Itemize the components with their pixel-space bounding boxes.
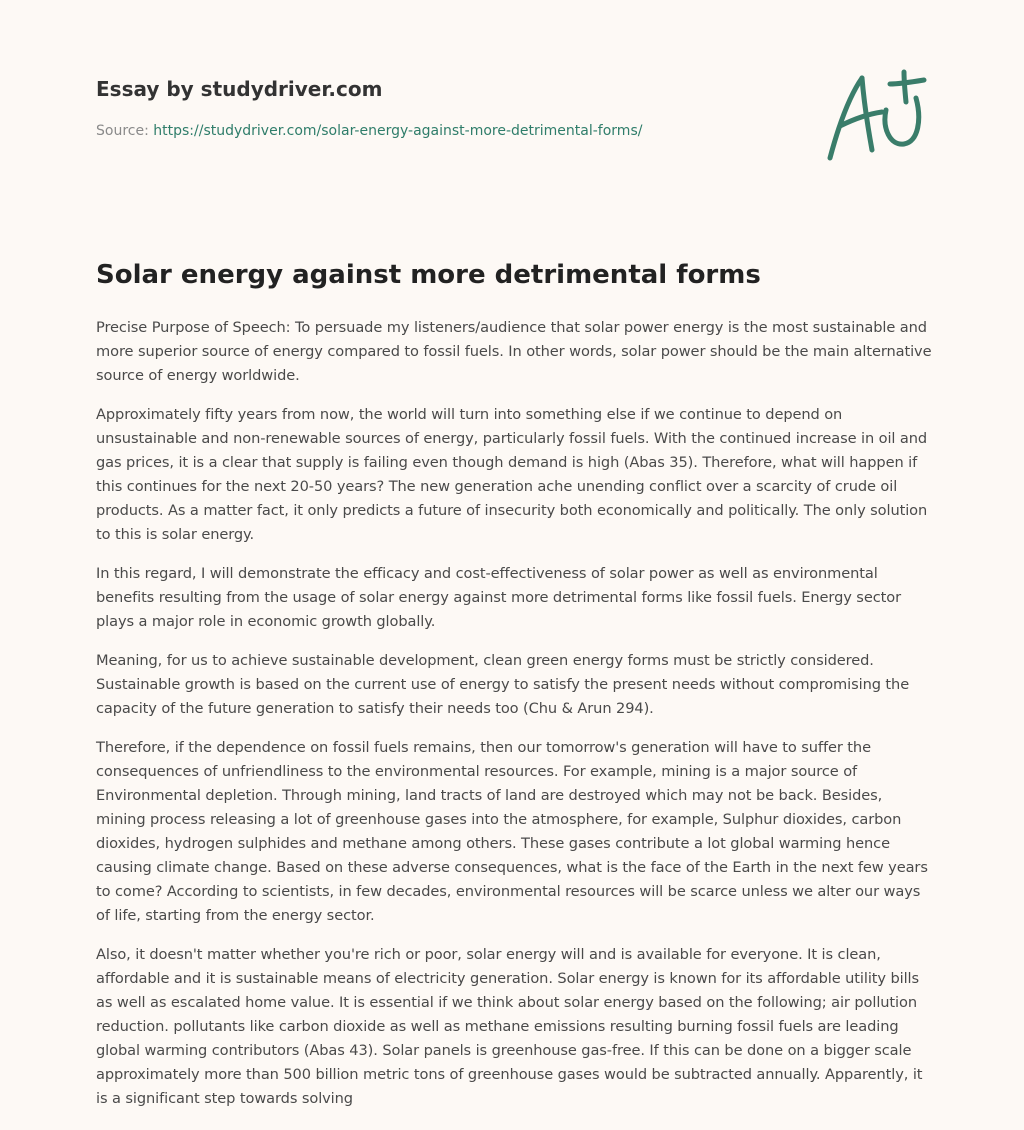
essay-paragraph: In this regard, I will demonstrate the efficacy and cost-effectiveness of solar power as well as environmental benefits resulting from the usage of solar energy against more detrimental forms like fossil fuels. Energy sector plays a major role in economic growth globally. [96,565,901,630]
source-line [96,121,796,141]
essay-body [96,316,932,1126]
essay-paragraph: Approximately fifty years from now, the world will turn into something else if we continue to depend on unsustainable and non-renewable sources of energy, particularly fossil fuels. With the continued increase in oil and gas prices, it is a clear that supply is failing even though demand is high (Abas 35). Therefore, what will happen if this continues for the next 20-50 years? The new generation ache unending conflict over a scarcity of crude oil products. As a matter fact, it only predicts a future of insecurity both economically and politically. The only solution to this is solar energy. [96,406,928,543]
essay-paragraph: Meaning, for us to achieve sustainable development, clean green energy forms must be strictly considered. Sustainable growth is based on the current use of energy to satisfy the present needs without compromising the capacity of the future generation to satisfy their needs too (Chu & Arun 294). [96,652,910,717]
essay-paragraph: Therefore, if the dependence on fossil fuels remains, then our tomorrow's generation will have to suffer the consequences of unfriendliness to the environmental resources. For example, mining is a major source of Environmental depletion. Through mining, land tracts of land are destroyed which may not be back. Besides, mining process releasing a lot of greenhouse gases into the atmosphere, for example, Sulphur dioxides, carbon dioxides, hydrogen sulphides and methane among others. These gases contribute a lot global warming hence causing climate change. Based on these adverse consequences, what is the face of the Earth in the next few years to come? According to scientists, in few decades, environmental resources will be scarce unless we alter our ways of life, starting from the energy sector. [96,739,928,924]
page-header [96,74,796,141]
brand-heading: Essay by studydriver.com [96,77,383,101]
essay-paragraph: Also, it doesn't matter whether you're rich or poor, solar energy will and is available for everyone. It is clean, affordable and it is sustainable means of electricity generation. Solar energy is known for its affordable utility bills as well as escalated home value. It is essential if we think about solar energy based on the following; air pollution reduction. pollutants like carbon dioxide as well as methane emissions resulting burning fossil fuels are leading global warming contributors (Abas 43). Solar panels is greenhouse gas-free. If this can be done on a bigger scale approximately more than 500 billion metric tons of greenhouse gases would be subtracted annually. Apparently, it is a significant step towards solving [96,946,923,1107]
source-link[interactable]: https://studydriver.com/solar-energy-against-more-detrimental-forms/ [153,123,643,139]
source-label: Source: [96,123,149,139]
essay-title: Solar energy against more detrimental forms [96,260,761,290]
essay-paragraph: Precise Purpose of Speech: To persuade my listeners/audience that solar power energy is the most sustainable and more superior source of energy compared to fossil fuels. In other words, solar power should be the main alternative source of energy worldwide. [96,319,932,384]
a-plus-logo-icon [820,68,930,168]
